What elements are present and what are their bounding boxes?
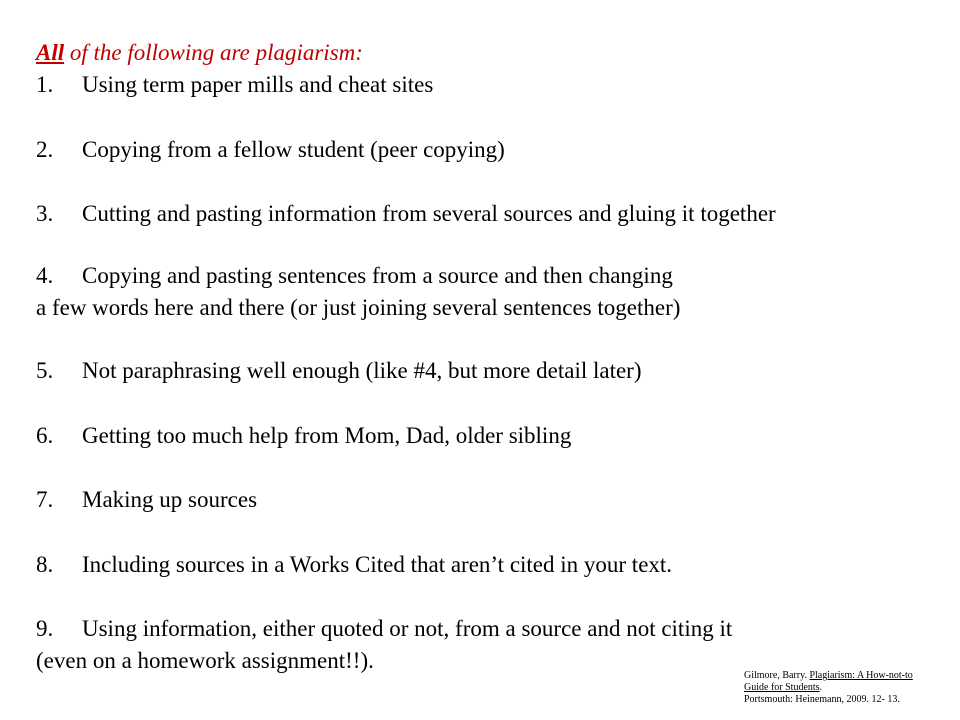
item-number: 2. [36,137,54,162]
item-continuation: a few words here and there (or just joining several sentences together) [36,295,681,320]
citation-title-part1: Plagiarism: A How-not-to [809,670,913,681]
list-item [36,485,257,515]
item-number: 9. [36,616,54,641]
list-item [36,135,505,165]
list-item [36,421,571,451]
citation-title-part2: Guide for Students [744,682,820,693]
item-number: 8. [36,552,54,577]
item-number: 3. [36,201,54,226]
item-text: Making up sources [82,487,258,512]
item-text: Using term paper mills and cheat sites [82,72,434,97]
item-text: Including sources in a Works Cited that aren’t cited in your text. [82,552,673,577]
list-item [36,550,672,580]
item-text: Cutting and pasting information from several sources and gluing it together [82,201,776,226]
item-number: 5. [36,358,54,383]
citation-after-title: . [819,682,823,693]
citation-author: Gilmore, Barry. [744,670,810,681]
item-number: 6. [36,423,54,448]
item-text: Copying from a fellow student (peer copying) [82,137,505,162]
item-text: Not paraphrasing well enough (like #4, but more detail later) [82,358,642,383]
citation-line-1 [744,670,913,682]
item-text: Copying and pasting sentences from a source and then changing [82,263,673,288]
citation-line-2 [744,682,913,694]
item-text: Using information, either quoted or not, from a source and not citing it [82,616,733,641]
item-number: 7. [36,487,54,512]
citation [744,670,913,706]
citation-publisher: Portsmouth: Heinemann, 2009. 12- 13. [744,694,900,705]
list-item [36,356,642,386]
list-item [36,261,680,323]
item-number: 1. [36,72,54,97]
heading-emphasis: All [36,40,65,65]
item-continuation: (even on a homework assignment!!). [36,648,374,673]
item-number: 4. [36,263,54,288]
heading-text: of the following are plagiarism: [64,40,363,65]
item-text: Getting too much help from Mom, Dad, older sibling [82,423,572,448]
citation-line-3 [744,694,913,706]
slide-heading [36,38,363,68]
list-item [36,614,732,676]
list-item [36,70,433,100]
list-item [36,199,776,229]
